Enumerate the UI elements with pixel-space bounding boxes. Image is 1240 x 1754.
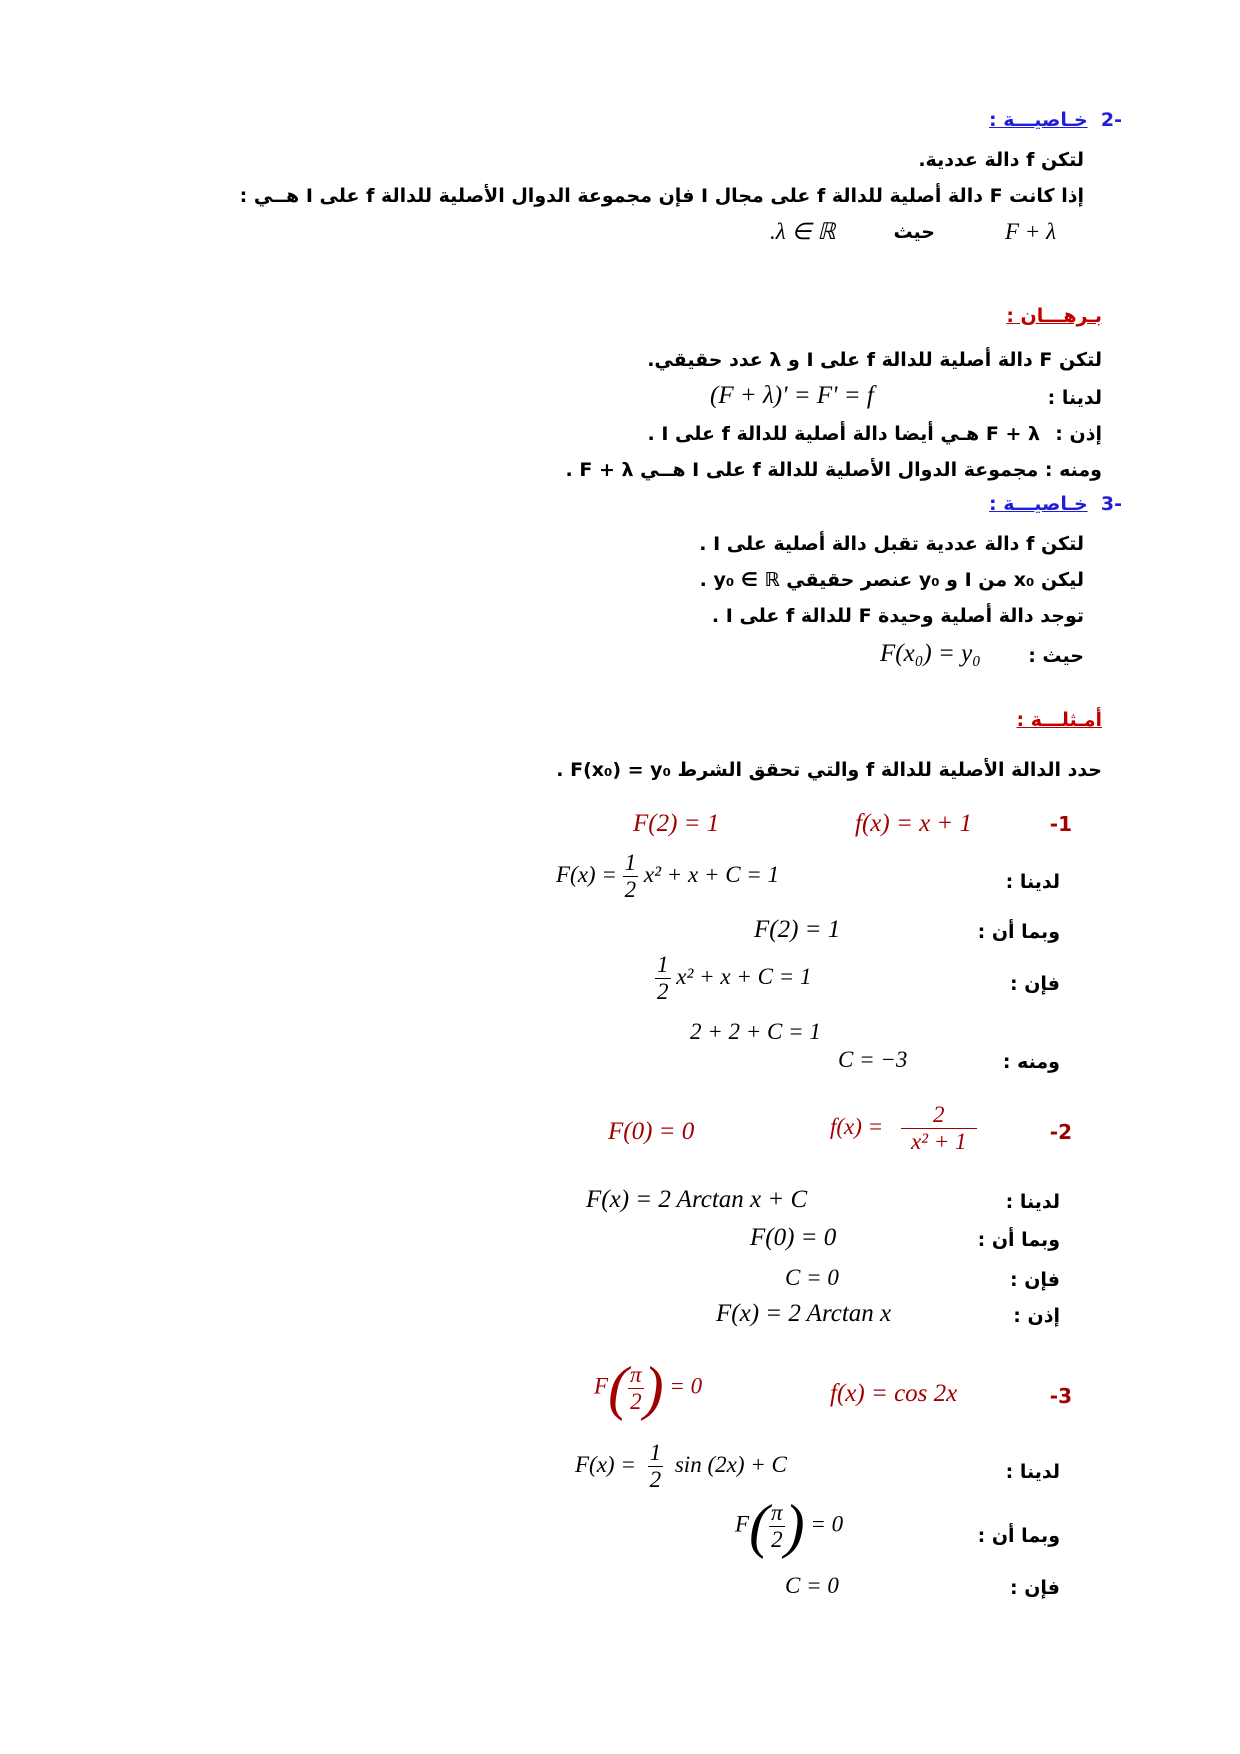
prop3-cond: F(x₀) = y₀ <box>880 640 981 667</box>
prop2-line2: إذا كانت F دالة أصلية للدالة f على مجال I فإن مجموعة الدوال الأصلية للدالة f على I هــي : <box>239 185 1084 207</box>
proof-hence: ومنه : مجموعة الدوال الأصلية للدالة f على I هــي F + λ . <box>565 459 1102 481</box>
prop3-line1: لتكن f دالة عددية تقبل دالة أصلية على I . <box>699 533 1084 555</box>
prop2-expr: F + λ <box>1005 219 1057 244</box>
prop2-where: حيث <box>893 221 935 243</box>
examples-title: أمـثلـــة : <box>1016 709 1102 731</box>
ex1-hence: ومنه : <box>1002 1051 1060 1073</box>
proof-derivative: (F + λ)' = F' = f <box>710 382 874 409</box>
ex1-antiderivative: F(x) = $\frac{1}{2}$ x² + x + C = 1 <box>556 850 780 902</box>
prop2-number: -2 <box>1100 109 1122 131</box>
ex1-then-eq: $\frac{1}{2}$ x² + x + C = 1 <box>657 952 812 1004</box>
ex2-since: وبما أن : <box>977 1229 1060 1251</box>
ex3-we-have: لدينا : <box>1005 1461 1060 1483</box>
ex1-step: 2 + 2 + C = 1 <box>690 1019 821 1044</box>
ex2-then: فإن : <box>1009 1269 1060 1291</box>
proof-we-have: لدينا : <box>1047 387 1102 409</box>
ex1-we-have: لدينا : <box>1005 871 1060 893</box>
ex2-therefore: إذن : <box>1013 1305 1060 1327</box>
ex2-antiderivative: F(x) = 2 Arctan x + C <box>586 1186 808 1213</box>
prop3-number: -3 <box>1100 493 1122 515</box>
ex2-then-eq: C = 0 <box>785 1265 839 1290</box>
ex3-since: وبما أن : <box>977 1525 1060 1547</box>
prop2-title: خـاصيـــة : <box>988 109 1088 131</box>
prop3-line3: توجد دالة أصلية وحيدة F للدالة f على I . <box>711 605 1084 627</box>
ex1-function: f(x) = x + 1 <box>855 810 973 837</box>
ex2-final: F(x) = 2 Arctan x <box>716 1300 892 1327</box>
ex2-we-have: لدينا : <box>1005 1191 1060 1213</box>
ex2-since-eq: F(0) = 0 <box>750 1224 837 1251</box>
ex3-then-eq: C = 0 <box>785 1573 839 1598</box>
ex1-number: -1 <box>1049 812 1072 836</box>
prop2-line1: لتكن f دالة عددية. <box>918 149 1084 171</box>
prop3-title: خـاصيـــة : <box>988 493 1088 515</box>
proof-so: إذن : <box>1055 423 1102 445</box>
ex3-then: فإن : <box>1009 1577 1060 1599</box>
ex1-then: فإن : <box>1009 973 1060 995</box>
ex2-number: -2 <box>1049 1120 1072 1144</box>
ex1-since: وبما أن : <box>977 921 1060 943</box>
ex1-result: C = −3 <box>838 1047 908 1072</box>
proof-line1: لتكن F دالة أصلية للدالة f على I و λ عدد حقيقي. <box>647 349 1102 371</box>
ex2-condition: F(0) = 0 <box>608 1118 695 1145</box>
prop2-heading <box>989 108 1122 132</box>
ex3-condition: F( $\frac{\pi}{2}$ ) = 0 <box>594 1355 703 1421</box>
prop3-line2: ليكن x₀ من I و y₀ عنصر حقيقي y₀ ∈ ℝ . <box>699 569 1084 591</box>
ex3-function: f(x) = cos 2x <box>830 1380 958 1407</box>
proof-title: بـرهـــان : <box>1006 305 1102 327</box>
prop3-heading <box>989 492 1122 516</box>
ex3-antiderivative: F(x) = $\frac{1}{2}$ sin (2x) + C <box>575 1440 787 1492</box>
prop3-where: حيث : <box>1028 645 1084 667</box>
ex3-since-eq: F( $\frac{\pi}{2}$ ) = 0 <box>735 1493 844 1559</box>
proof-so-text: F + λ هـي أيضا دالة أصلية للدالة f على I . <box>647 423 1040 445</box>
ex2-function: f(x) = $\frac{2}{\text{x² + 1}}$ <box>830 1102 977 1155</box>
ex1-condition: F(2) = 1 <box>633 810 720 837</box>
ex1-since-eq: F(2) = 1 <box>754 916 841 943</box>
prop2-lambda: .λ ∈ ℝ <box>770 219 836 244</box>
ex3-number: -3 <box>1049 1384 1072 1408</box>
examples-intro: حدد الدالة الأصلية للدالة f والتي تحقق الشرط F(x₀) = y₀ . <box>556 759 1102 781</box>
